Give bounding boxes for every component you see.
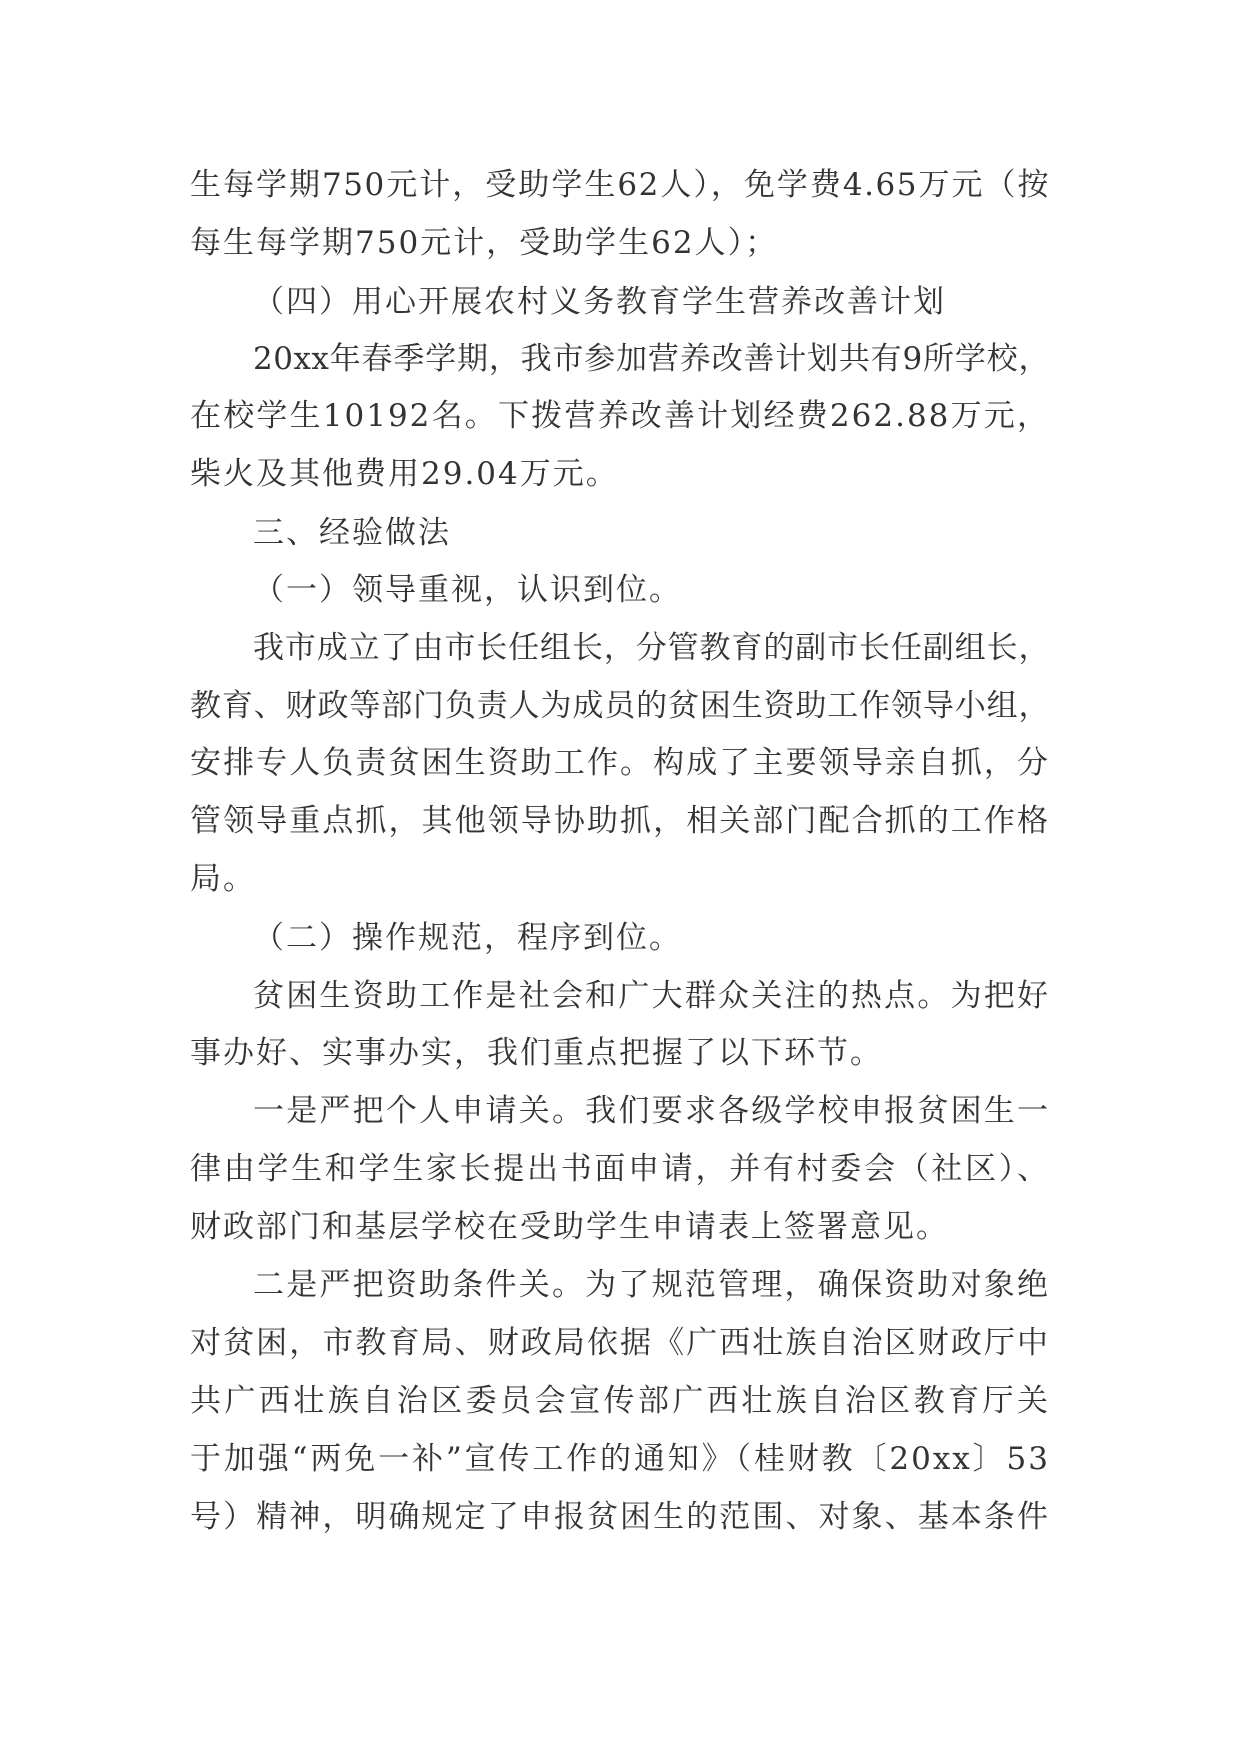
text-line: 在校学生10192名。下拨营养改善计划经费262.88万元，	[190, 398, 1050, 434]
text-line: 局。	[190, 861, 256, 897]
text-line: 安排专人负责贫困生资助工作。构成了主要领导亲自抓，分	[190, 745, 1050, 781]
section-heading: （二）操作规范，程序到位。	[253, 920, 682, 956]
text-line: 管领导重点抓，其他领导协助抓，相关部门配合抓的工作格	[190, 803, 1050, 839]
text-line: 律由学生和学生家长提出书面申请，并有村委会（社区）、	[190, 1151, 1050, 1187]
text-line: 柴火及其他费用29.04万元。	[190, 456, 619, 492]
text-line: 于加强“两免一补”宣传工作的通知》（桂财教〔20xx〕53	[190, 1441, 1050, 1477]
text-line: 财政部门和基层学校在受助学生申请表上签署意见。	[190, 1209, 949, 1245]
text-line: 二是严把资助条件关。为了规范管理，确保资助对象绝	[253, 1267, 1050, 1303]
text-line: 我市成立了由市长任组长，分管教育的副市长任副组长，	[253, 630, 1050, 666]
text-line: 共广西壮族自治区委员会宣传部广西壮族自治区教育厅关	[190, 1383, 1050, 1419]
text-line: 一是严把个人申请关。我们要求各级学校申报贫困生一	[253, 1093, 1050, 1129]
text-line: 号）精神，明确规定了申报贫困生的范围、对象、基本条件	[190, 1499, 1050, 1535]
text-line: 事办好、实事办实，我们重点把握了以下环节。	[190, 1035, 883, 1071]
text-line: 每生每学期750元计，受助学生62人）；	[190, 225, 779, 261]
section-heading: （四）用心开展农村义务教育学生营养改善计划	[253, 284, 946, 320]
text-line: 生每学期750元计，受助学生62人），免学费4.65万元（按	[190, 167, 1050, 203]
text-line: 20xx年春季学期，我市参加营养改善计划共有9所学校，	[253, 341, 1050, 377]
text-line: 对贫困，市教育局、财政局依据《广西壮族自治区财政厅中	[190, 1325, 1050, 1361]
section-heading: （一）领导重视，认识到位。	[253, 572, 682, 608]
text-line: 贫困生资助工作是社会和广大群众关注的热点。为把好	[253, 978, 1050, 1014]
text-line: 教育、财政等部门负责人为成员的贫困生资助工作领导小组，	[190, 688, 1050, 724]
section-heading: 三、经验做法	[253, 515, 451, 551]
